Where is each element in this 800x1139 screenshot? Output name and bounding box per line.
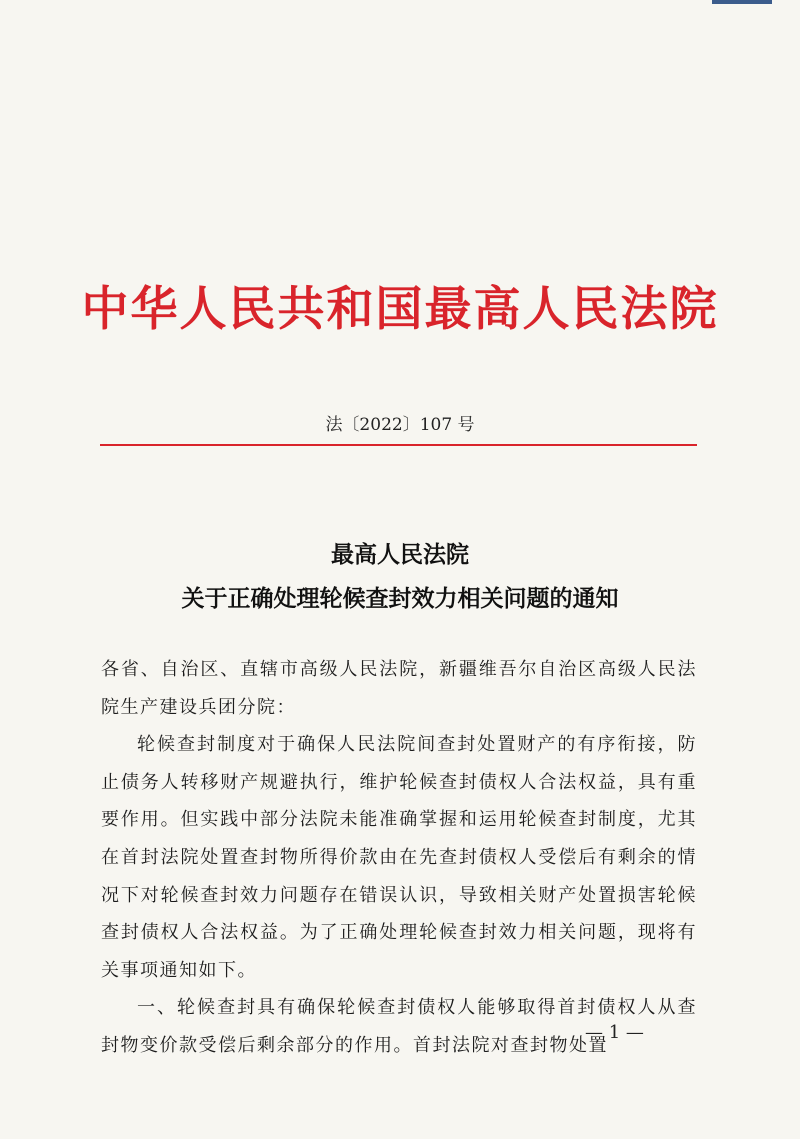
issuing-authority-title: 中华人民共和国最高人民法院 bbox=[81, 282, 719, 337]
body-paragraph-2: 一、轮候查封具有确保轮候查封债权人能够取得首封债权人从查封物变价款受偿后剩余部分的作用。首封法院对查封物处置 bbox=[101, 997, 697, 1056]
body-paragraph-1: 轮候查封制度对于确保人民法院间查封处置财产的有序衔接，防止债务人转移财产规避执行，维护轮候查封债权人合法权益，具有重要作用。但实践中部分法院未能准确掌握和运用轮候查封制度，尤其在首封法院处置查封物所得价款由在先查封债权人受偿后有剩余的情况下对轮候查封效力问题存在错误认识，导致相关财产处置损害轮候查封债权人合法权益。为了正确处理轮候查封效力相关问题，现将有关事项通知如下。 bbox=[101, 734, 697, 981]
notice-body bbox=[101, 651, 697, 1065]
notice-title-line-2: 关于正确处理轮候查封效力相关问题的通知 bbox=[181, 585, 619, 612]
notice-title-line-1: 最高人民法院 bbox=[331, 541, 469, 568]
page-number: — 1 — bbox=[585, 1022, 644, 1043]
red-separator-line bbox=[100, 444, 697, 446]
notice-title bbox=[0, 533, 800, 621]
addressee: 各省、自治区、直辖市高级人民法院，新疆维吾尔自治区高级人民法院生产建设兵团分院： bbox=[101, 659, 697, 718]
document-number: 法〔2022〕107 号 bbox=[325, 415, 475, 435]
scan-corner-mark bbox=[712, 0, 772, 4]
